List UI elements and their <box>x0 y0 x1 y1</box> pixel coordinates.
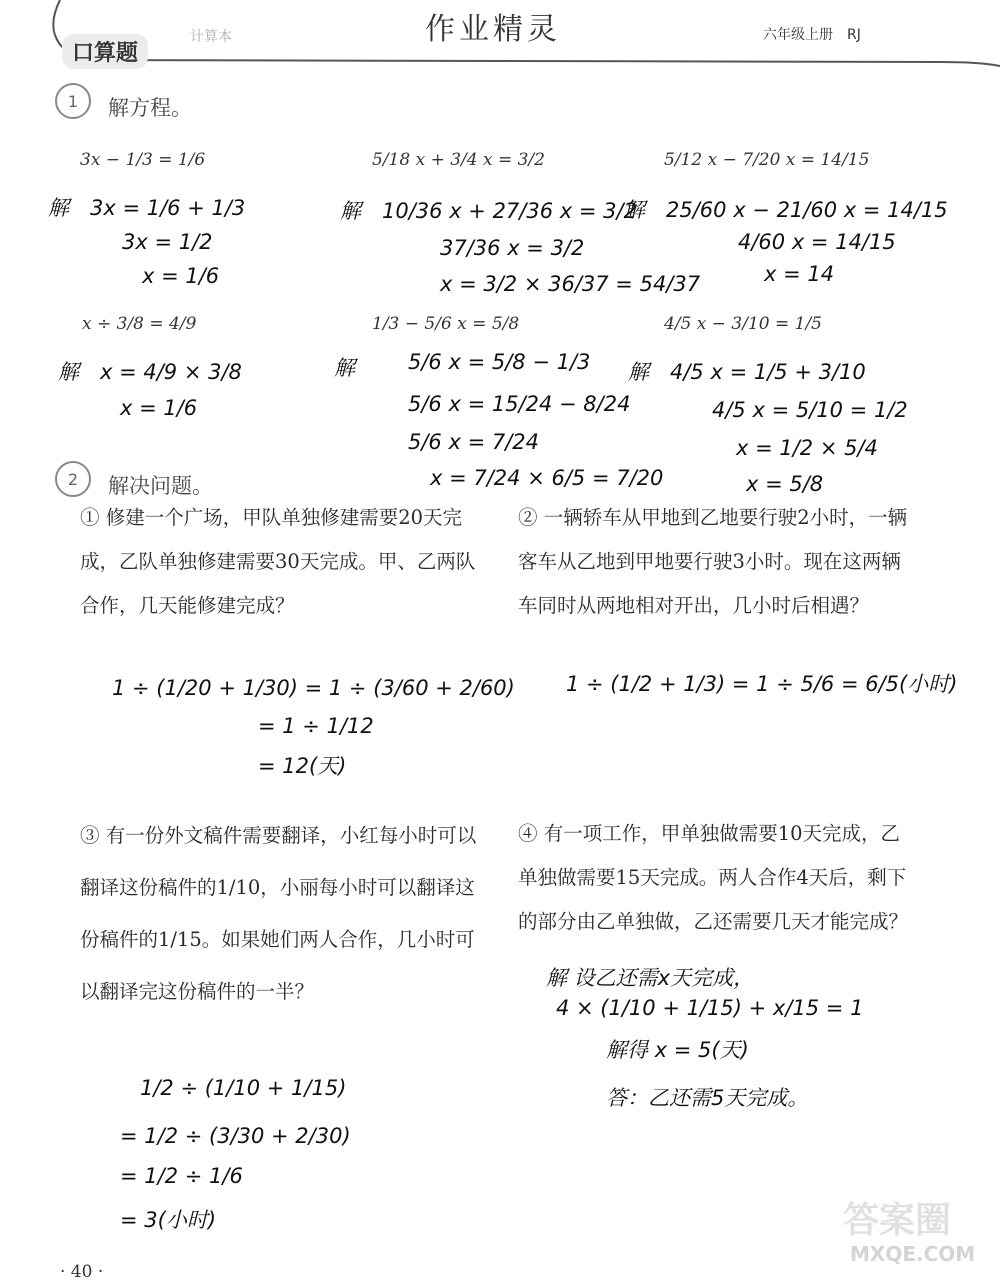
grade-label: 六年级上册 RJ <box>763 27 861 43</box>
work-line: = 12(天) <box>258 754 347 778</box>
solution-step: 5/6 x = 15/24 − 8/24 <box>408 392 631 416</box>
work-line: = 1 ÷ 1/12 <box>258 714 374 738</box>
word-problem <box>80 496 480 628</box>
word-problem <box>518 496 918 628</box>
problem-text: 一辆轿车从甲地到乙地要行驶2小时，一辆客车从乙地到甲地要行驶3小时。现在这两辆车同时从两地相对开出，几小时后相遇？ <box>518 506 908 617</box>
solution-step: 4/5 x = 5/10 = 1/2 <box>712 398 908 422</box>
brand-subtitle: 计算本 <box>190 29 232 45</box>
solution-step: x = 7/24 × 6/5 = 7/20 <box>430 466 664 490</box>
work-line: 4 × (1/10 + 1/15) + x/15 = 1 <box>556 996 864 1020</box>
solution-step: x = 3/2 × 36/37 = 54/37 <box>440 272 701 296</box>
work-line: = 1/2 ÷ 1/6 <box>120 1164 243 1188</box>
solution-step: 5/6 x = 5/8 − 1/3 <box>408 350 591 374</box>
solution-step: x = 5/8 <box>746 472 824 496</box>
solution-step: 3x = 1/2 <box>122 230 213 254</box>
brand-logo: 口算题 <box>62 34 148 69</box>
problem-marker: ③ <box>80 824 100 847</box>
solution-step: 5/6 x = 7/24 <box>408 430 540 454</box>
word-problem <box>518 812 918 944</box>
svg-text:1: 1 <box>67 92 79 111</box>
solution-step: 4/60 x = 14/15 <box>738 230 896 254</box>
solution-step: x = 1/6 <box>142 264 220 288</box>
work-line: 答：乙还需5天完成。 <box>606 1086 809 1110</box>
work-line: 解 设乙还需x天完成， <box>546 966 755 990</box>
equation-printed: 5/12 x − 7/20 x = 14/15 <box>664 150 870 170</box>
solution-step: 解 <box>334 356 355 380</box>
work-line: 1 ÷ (1/20 + 1/30) = 1 ÷ (3/60 + 2/60) <box>112 676 515 700</box>
watermark-logo: 答案圈 <box>843 1200 952 1241</box>
section-badge-icon <box>50 78 96 124</box>
work-line: = 3(小时) <box>120 1208 217 1232</box>
solution-step: x = 1/6 <box>120 396 198 420</box>
section2-title: 解决问题。 <box>108 474 213 498</box>
work-line: = 1/2 ÷ (3/30 + 2/30) <box>120 1124 351 1148</box>
equation-printed: x ÷ 3/8 = 4/9 <box>82 314 197 334</box>
work-line: 1/2 ÷ (1/10 + 1/15) <box>140 1076 347 1100</box>
solution-step: 解 x = 4/9 × 3/8 <box>58 360 242 384</box>
problem-text: 有一项工作，甲单独做需要10天完成，乙单独做需要15天完成。两人合作4天后，剩下的部分由乙单独做，乙还需要几天才能完成？ <box>518 822 909 933</box>
solution-step: 解 25/60 x − 21/60 x = 14/15 <box>624 198 948 222</box>
solution-step: 37/36 x = 3/2 <box>440 236 585 260</box>
problem-marker: ① <box>80 506 100 529</box>
svg-text:2: 2 <box>67 470 79 489</box>
page-number: · 40 · <box>60 1262 104 1282</box>
problem-marker: ④ <box>518 822 538 845</box>
section1-title: 解方程。 <box>108 96 192 120</box>
solution-step: 解 4/5 x = 1/5 + 3/10 <box>628 360 866 384</box>
watermark-url: MXQE.COM <box>850 1242 976 1266</box>
work-line: 1 ÷ (1/2 + 1/3) = 1 ÷ 5/6 = 6/5(小时) <box>566 672 958 696</box>
solution-step: x = 14 <box>764 262 835 286</box>
problem-text: 有一份外文稿件需要翻译，小红每小时可以翻译这份稿件的1/10，小丽每小时可以翻译这份稿件的1/15。如果她们两人合作，几小时可以翻译完这份稿件的一半？ <box>80 824 477 1003</box>
solution-step: x = 1/2 × 5/4 <box>736 436 878 460</box>
solution-step: 解 3x = 1/6 + 1/3 <box>48 196 246 220</box>
work-line: 解得 x = 5(天) <box>606 1038 749 1062</box>
problem-marker: ② <box>518 506 538 529</box>
equation-printed: 3x − 1/3 = 1/6 <box>80 150 206 170</box>
problem-text: 修建一个广场，甲队单独修建需要20天完成，乙队单独修建需要30天完成。甲、乙两队合作，几天能修建完成？ <box>80 506 476 617</box>
equation-printed: 5/18 x + 3/4 x = 3/2 <box>372 150 545 170</box>
equation-printed: 4/5 x − 3/10 = 1/5 <box>664 314 822 334</box>
page-title: 作业精灵 <box>425 12 561 47</box>
solution-step: 解 10/36 x + 27/36 x = 3/2 <box>340 199 637 223</box>
word-problem <box>80 810 480 1018</box>
equation-printed: 1/3 − 5/6 x = 5/8 <box>372 314 520 334</box>
